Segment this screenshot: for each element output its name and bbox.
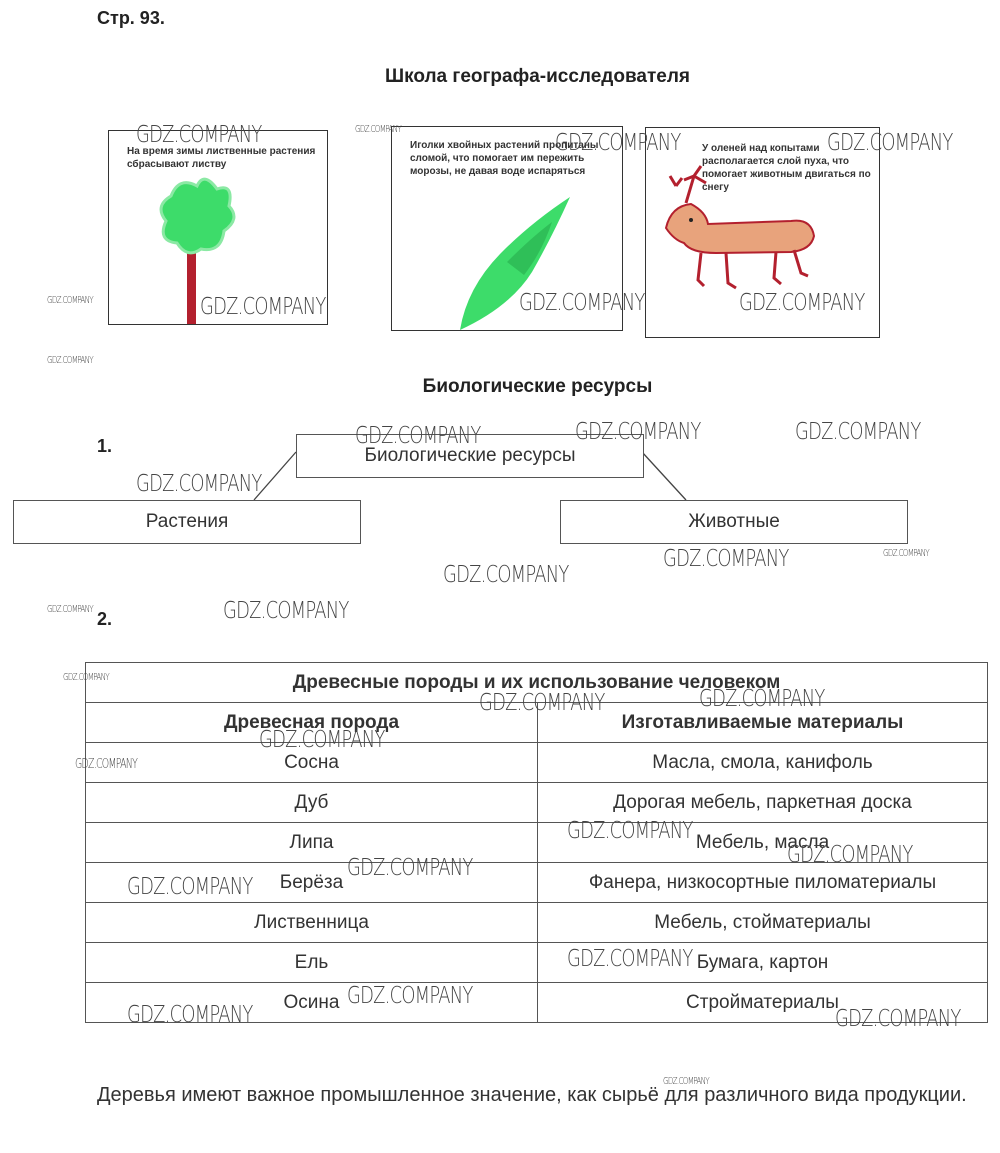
card-text-conifer: Иголки хвойных растений пропитаны сломой, что помогает им пережить морозы, не давая воде испаряться (410, 140, 599, 177)
watermark: GDZ.COMPANY (136, 471, 262, 497)
watermark: GDZ.COMPANY (443, 562, 569, 588)
watermark: GDZ.COMPANY (567, 818, 693, 844)
watermark: GDZ.COMPANY (479, 690, 605, 716)
header-materials: Изготавливаемые материалы (538, 703, 988, 743)
watermark: GDZ.COMPANY (567, 946, 693, 972)
watermark: GDZ.COMPANY (699, 686, 825, 712)
species-cell: Осина (86, 983, 538, 1023)
watermark: GDZ.COMPANY (127, 874, 253, 900)
watermark: GDZ.COMPANY (47, 295, 93, 306)
species-cell: Ель (86, 943, 538, 983)
watermark: GDZ.COMPANY (259, 727, 385, 753)
materials-cell: Стройматериалы (538, 983, 988, 1023)
species-cell: Липа (86, 823, 538, 863)
watermark: GDZ.COMPANY (347, 983, 473, 1009)
materials-cell: Мебель, стойматериалы (538, 903, 988, 943)
card-text-deciduous: На время зимы лиственные растения сбрасывают листву (127, 146, 316, 170)
watermark: GDZ.COMPANY (63, 672, 109, 683)
root-box: Биологические ресурсы (296, 434, 644, 478)
watermark: GDZ.COMPANY (136, 122, 262, 148)
watermark: GDZ.COMPANY (200, 294, 326, 320)
watermark: GDZ.COMPANY (739, 290, 865, 316)
page-number: Стр. 93. (97, 8, 165, 28)
section-title-geographer: Школа географа-исследователя (385, 66, 690, 87)
watermark: GDZ.COMPANY (883, 548, 929, 559)
animals-box: Животные (560, 500, 908, 544)
section-title-bio: Биологические ресурсы (422, 376, 653, 397)
watermark: GDZ.COMPANY (795, 419, 921, 445)
card-text-deer: У оленей над копытами располагается слой пуха, что помогает животным двигаться по снегу (702, 143, 871, 193)
table-row (86, 903, 988, 943)
species-cell: Сосна (86, 743, 538, 783)
watermark: GDZ.COMPANY (555, 130, 681, 156)
watermark: GDZ.COMPANY (663, 1076, 709, 1087)
watermark: GDZ.COMPANY (519, 290, 645, 316)
conclusion-text: Деревья имеют важное промышленное значение, как сырьё для различного вида продукции. (97, 1084, 967, 1106)
plants-box: Растения (13, 500, 361, 544)
watermark: GDZ.COMPANY (355, 124, 401, 135)
watermark: GDZ.COMPANY (127, 1002, 253, 1028)
watermark: GDZ.COMPANY (347, 855, 473, 881)
watermark: GDZ.COMPANY (787, 842, 913, 868)
watermark: GDZ.COMPANY (355, 423, 481, 449)
watermark: GDZ.COMPANY (75, 757, 138, 772)
watermark: GDZ.COMPANY (827, 130, 953, 156)
watermark: GDZ.COMPANY (223, 598, 349, 624)
table-row (86, 943, 988, 983)
materials-cell: Мебель, масла (538, 823, 988, 863)
table-row (86, 743, 988, 783)
materials-cell: Бумага, картон (538, 943, 988, 983)
watermark: GDZ.COMPANY (47, 355, 93, 366)
watermark: GDZ.COMPANY (575, 419, 701, 445)
watermark: GDZ.COMPANY (835, 1006, 961, 1032)
species-cell: Лиственница (86, 903, 538, 943)
table-row (86, 783, 988, 823)
watermark: GDZ.COMPANY (663, 546, 789, 572)
task-1-number: 1. (97, 436, 113, 456)
materials-cell: Фанера, низкосортные пиломатериалы (538, 863, 988, 903)
table-caption: Древесные породы и их использование человеком (86, 663, 988, 703)
materials-cell: Масла, смола, канифоль (538, 743, 988, 783)
species-cell: Берёза (86, 863, 538, 903)
header-species: Древесная порода (86, 703, 538, 743)
materials-cell: Дорогая мебель, паркетная доска (538, 783, 988, 823)
species-cell: Дуб (86, 783, 538, 823)
task-2-number: 2. (97, 609, 113, 629)
watermark: GDZ.COMPANY (47, 604, 93, 615)
